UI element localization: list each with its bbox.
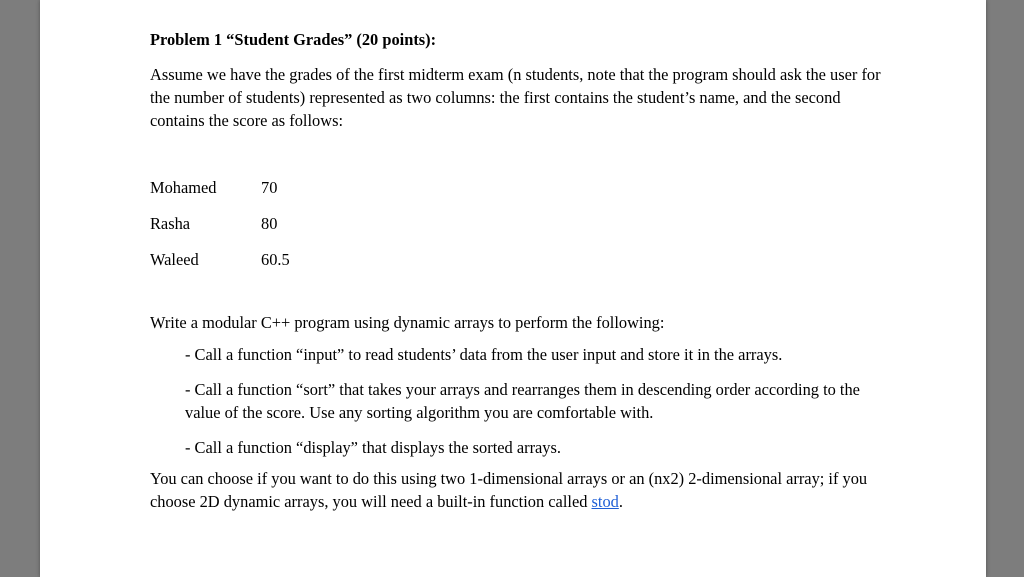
document-page bbox=[40, 0, 986, 577]
problem-title: Problem 1 “Student Grades” (20 points): bbox=[150, 30, 437, 49]
student-score: 70 bbox=[261, 178, 278, 197]
student-name: Mohamed bbox=[150, 178, 217, 197]
closing-text: You can choose if you want to do this using two 1-dimensional arrays or an (nx2) 2-dimensional array; if you choose 2D dynamic arrays, you will need a built-in function called bbox=[150, 469, 868, 511]
grade-row bbox=[150, 212, 890, 235]
grades-table bbox=[150, 176, 890, 271]
closing-period: . bbox=[618, 492, 623, 511]
student-name: Rasha bbox=[150, 214, 191, 233]
stod-link[interactable]: stod bbox=[591, 492, 619, 511]
student-score: 80 bbox=[261, 214, 278, 233]
closing-paragraph bbox=[150, 467, 890, 513]
page-content bbox=[150, 28, 890, 513]
requirement-item: - Call a function “input” to read students’ data from the user input and store it in the arrays. bbox=[185, 345, 783, 364]
intro-paragraph: Assume we have the grades of the first midterm exam (n students, note that the program should ask the user for the number of students) represented as two columns: the first contains the student’s name, and the second contains the score as follows: bbox=[150, 65, 881, 130]
student-name: Waleed bbox=[150, 250, 199, 269]
grade-row bbox=[150, 248, 890, 271]
requirement-item: - Call a function “display” that displays the sorted arrays. bbox=[185, 438, 561, 457]
grade-row bbox=[150, 176, 890, 199]
student-score: 60.5 bbox=[261, 250, 290, 269]
requirements-list bbox=[185, 343, 890, 459]
requirement-item: - Call a function “sort” that takes your arrays and rearranges them in descending order according to the value of the score. Use any sorting algorithm you are comfortable with. bbox=[185, 380, 860, 422]
task-paragraph: Write a modular C++ program using dynamic arrays to perform the following: bbox=[150, 313, 665, 332]
